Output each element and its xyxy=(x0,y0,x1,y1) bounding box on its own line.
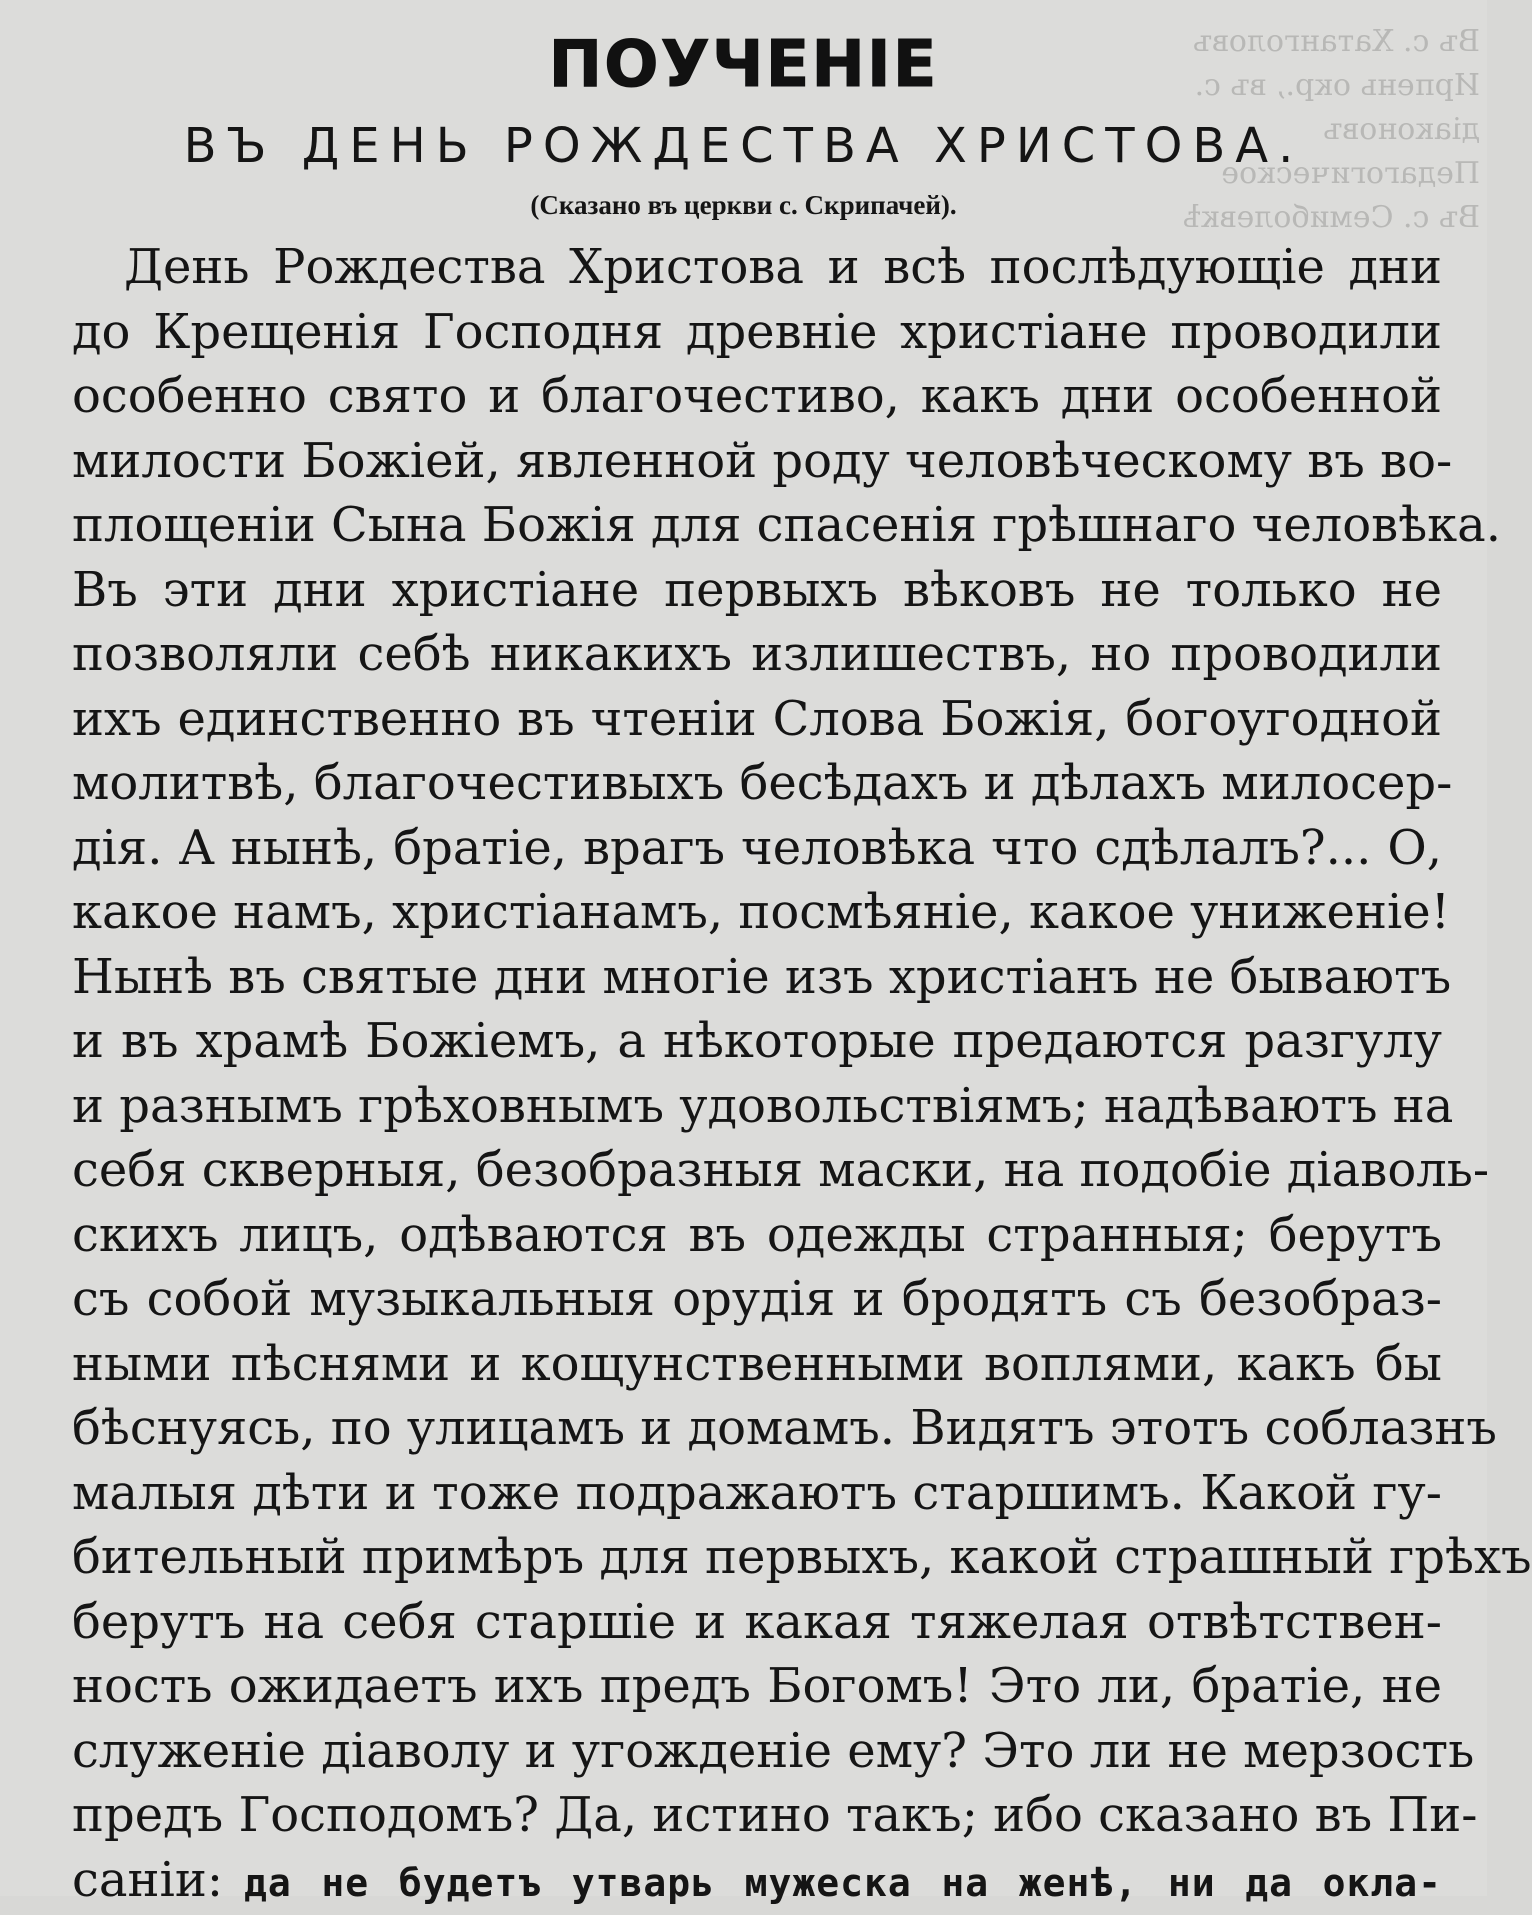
text-line: Въ эти дни христіане первыхъ вѣковъ не только не xyxy=(72,561,1442,618)
text-line: ихъ единственно въ чтеніи Слова Божія, богоугодной xyxy=(72,690,1442,747)
text-line: берутъ на себя старшіе и какая тяжелая отвѣтствен- xyxy=(72,1593,1442,1650)
sermon-body xyxy=(72,235,1532,1912)
text-line: бительный примѣръ для первыхъ, какой страшный грѣхъ xyxy=(72,1529,1532,1585)
bleed-line: Ирпень окр., въ с. xyxy=(1194,68,1480,103)
text-line-last xyxy=(72,1848,1442,1913)
bleed-line: Въ с. Семиболевкѣ xyxy=(1182,200,1480,235)
text-line: особенно свято и благочестиво, какъ дни особенной xyxy=(72,368,1442,424)
text-line: какое намъ, христіанамъ, посмѣяніе, какое униженіе! xyxy=(72,884,1450,940)
sermon-note: (Сказано въ церкви с. Скрипачей). xyxy=(530,190,957,220)
text-line: себя скверныя, безобразныя маски, на подобіе діаволь- xyxy=(72,1142,1490,1198)
text-line: дія. А нынѣ, братіе, врагъ человѣка что сдѣлалъ?... О, xyxy=(72,819,1442,876)
text-line: Нынѣ въ святые дни многіе изъ христіанъ не бываютъ xyxy=(72,948,1452,1005)
text-line: и въ храмѣ Божіемъ, а нѣкоторые предаются разгулу xyxy=(72,1013,1442,1069)
text-line: съ собой музыкальныя орудія и бродятъ съ безобраз- xyxy=(72,1271,1442,1327)
page-title: ПОУЧЕНІЕ xyxy=(548,28,939,102)
text-line: позволяли себѣ никакихъ излишествъ, но проводили xyxy=(72,626,1442,682)
text-line: площеніи Сына Божія для спасенія грѣшнаго человѣка. xyxy=(72,497,1502,553)
text-line: скихъ лицъ, одѣваются въ одежды странныя; берутъ xyxy=(72,1206,1442,1263)
text-line: ность ожидаетъ ихъ предъ Богомъ! Это ли, братіе, не xyxy=(72,1658,1442,1714)
text-line: предъ Господомъ? Да, истино такъ; ибо сказано въ Пи- xyxy=(72,1787,1478,1843)
page-subtitle: ВЪ ДЕНЬ РОЖДЕСТВА ХРИСТОВА. xyxy=(183,118,1304,174)
bleed-line: діаконовъ xyxy=(1323,112,1480,147)
text-line: служеніе діаволу и угожденіе ему? Это ли не мерзость xyxy=(72,1722,1475,1779)
text-line: и разнымъ грѣховнымъ удовольствіямъ; надѣваютъ на xyxy=(72,1077,1454,1134)
text-line: до Крещенія Господня древніе христіане проводили xyxy=(72,303,1442,360)
bleed-line: Педагогическое xyxy=(1221,156,1480,191)
church-slavonic-quote: да не будетъ утварь мужеска на женѣ, ни да окла- xyxy=(244,1860,1442,1905)
text-line: ными пѣснями и кощунственными воплями, какъ бы xyxy=(72,1335,1442,1392)
bleed-line: Въ с. Хатанголовъ xyxy=(1192,24,1480,59)
text-line: бѣснуясь, по улицамъ и домамъ. Видятъ этотъ соблазнъ xyxy=(72,1400,1497,1456)
text-line: малыя дѣти и тоже подражаютъ старшимъ. Какой гу- xyxy=(72,1464,1442,1521)
text-lead: саніи: xyxy=(72,1851,224,1908)
text-line: милости Божіей, явленной роду человѣческому въ во- xyxy=(72,432,1453,489)
text-line: День Рождества Христова и всѣ послѣдующіе дни xyxy=(124,239,1442,295)
text-line: молитвѣ, благочестивыхъ бесѣдахъ и дѣлахъ милосер- xyxy=(72,755,1453,811)
